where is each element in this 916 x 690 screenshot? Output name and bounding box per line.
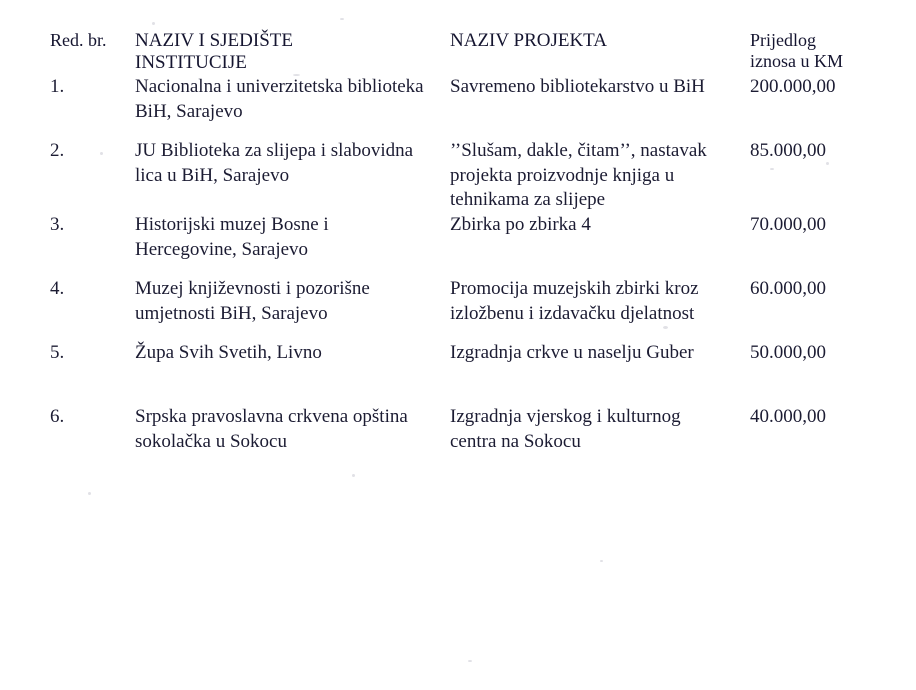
row-institution xyxy=(135,341,450,405)
column-header-amount-line2: iznosa u KM xyxy=(750,51,843,72)
row-institution-line2: sokolačka u Sokocu xyxy=(135,430,287,452)
row-project-line1: Izgradnja vjerskog i kulturnog xyxy=(450,405,681,427)
row-amount: 200.000,00 xyxy=(750,75,836,97)
row-institution-line1: Župa Svih Svetih, Livno xyxy=(135,341,322,363)
row-project-line3: tehnikama za slijepe xyxy=(450,189,606,211)
row-project-line1: Izgradnja crkve u naselju Guber xyxy=(450,341,694,363)
row-amount: 85.000,00 xyxy=(750,139,826,161)
scan-speckle xyxy=(152,22,155,25)
row-project-line1: Promocija muzejskih zbirki kroz xyxy=(450,277,699,299)
table-row xyxy=(50,341,880,405)
row-institution-line1: Srpska pravoslavna crkvena opština xyxy=(135,405,408,427)
row-number: 3. xyxy=(50,213,65,235)
row-project-line1: ’’Slušam, dakle, čitam’’, nastavak xyxy=(450,139,707,161)
scan-speckle xyxy=(468,660,472,662)
row-project-line1: Savremeno bibliotekarstvo u BiH xyxy=(450,75,705,97)
row-institution-line2: umjetnosti BiH, Sarajevo xyxy=(135,302,328,324)
row-project-line2: izložbenu i izdavačku djelatnost xyxy=(450,302,695,324)
table-row xyxy=(50,405,880,469)
row-number: 5. xyxy=(50,341,65,363)
row-institution-line2: BiH, Sarajevo xyxy=(135,100,243,122)
row-amount: 70.000,00 xyxy=(750,213,826,235)
row-institution-line2: lica u BiH, Sarajevo xyxy=(135,164,290,186)
column-header-institution-line1: NAZIV I SJEDIŠTE xyxy=(135,30,293,51)
row-institution-line1: Nacionalna i univerzitetska biblioteka xyxy=(135,75,424,97)
row-institution-line1: JU Biblioteka za slijepa i slabovidna xyxy=(135,139,414,161)
row-project xyxy=(450,341,750,405)
table-header xyxy=(50,30,880,75)
row-amount: 50.000,00 xyxy=(750,341,826,363)
table-row xyxy=(50,277,880,341)
row-project-line2: centra na Sokocu xyxy=(450,430,581,452)
row-project xyxy=(450,405,750,469)
column-header-number: Red. br. xyxy=(50,30,107,50)
row-institution xyxy=(135,213,450,277)
row-project xyxy=(450,213,750,277)
row-institution-line1: Muzej književnosti i pozorišne xyxy=(135,277,370,299)
row-amount: 60.000,00 xyxy=(750,277,826,299)
scan-speckle xyxy=(340,18,344,20)
table-row xyxy=(50,139,880,213)
row-project xyxy=(450,277,750,341)
row-amount: 40.000,00 xyxy=(750,405,826,427)
row-institution xyxy=(135,277,450,341)
row-project-line1: Zbirka po zbirka 4 xyxy=(450,213,591,235)
row-number: 6. xyxy=(50,405,65,427)
column-header-institution xyxy=(135,30,450,75)
row-project xyxy=(450,139,750,213)
table-row xyxy=(50,75,880,139)
row-institution-line2: Hercegovine, Sarajevo xyxy=(135,238,309,260)
row-institution-line1: Historijski muzej Bosne i xyxy=(135,213,329,235)
row-number: 2. xyxy=(50,139,65,161)
scan-speckle xyxy=(352,474,355,477)
scan-speckle xyxy=(88,492,91,495)
column-header-amount xyxy=(750,30,880,75)
row-number: 4. xyxy=(50,277,65,299)
row-institution xyxy=(135,75,450,139)
row-number: 1. xyxy=(50,75,65,97)
row-institution xyxy=(135,139,450,213)
row-institution xyxy=(135,405,450,469)
funding-proposals-table xyxy=(50,30,880,469)
column-header-institution-line2: INSTITUCIJE xyxy=(135,52,247,74)
table-header-row xyxy=(50,30,880,75)
column-header-project: NAZIV PROJEKTA xyxy=(450,30,607,51)
row-project-line2: projekta proizvodnje knjiga u xyxy=(450,164,675,186)
column-header-amount-line1: Prijedlog xyxy=(750,30,816,50)
scan-speckle xyxy=(600,560,603,562)
table-row xyxy=(50,213,880,277)
row-project xyxy=(450,75,750,139)
table-body xyxy=(50,75,880,469)
